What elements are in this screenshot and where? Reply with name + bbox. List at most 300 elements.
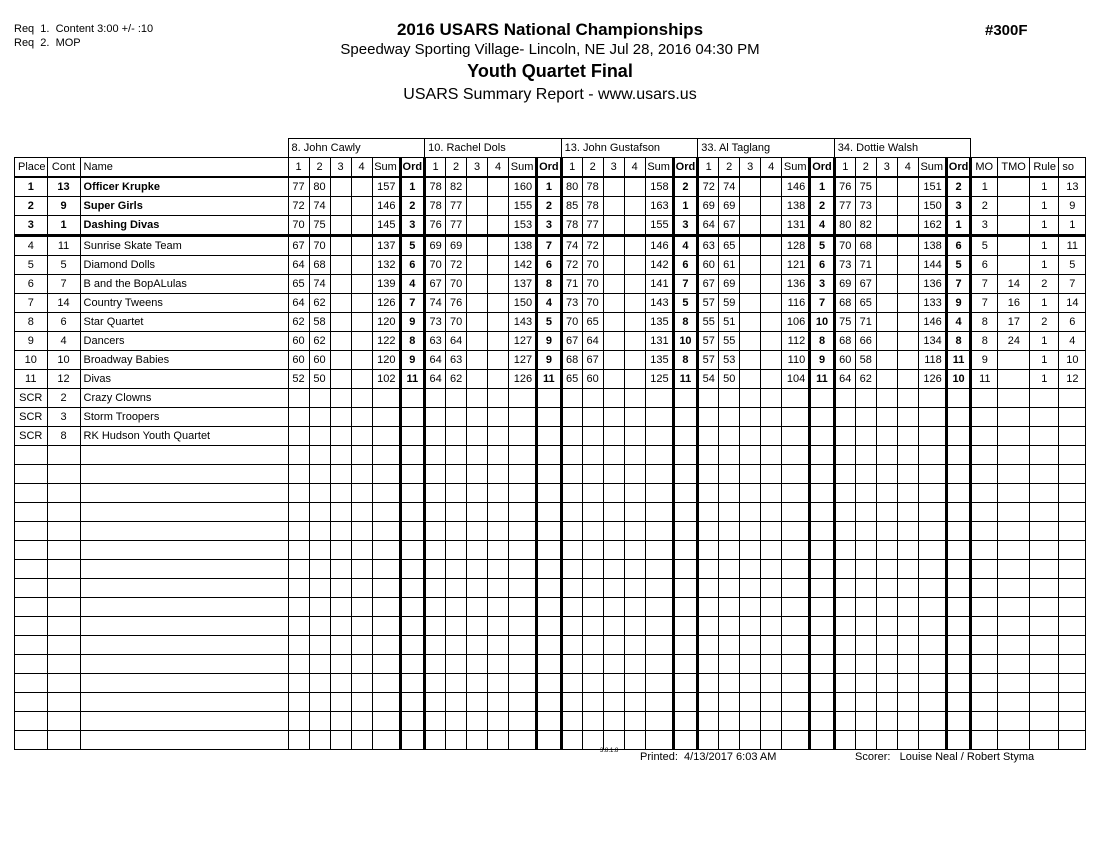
score-cell [897, 522, 918, 541]
score-cell [876, 236, 897, 256]
sum-cell: 150 [509, 294, 537, 313]
rule-cell: 2 [1030, 275, 1059, 294]
name-cell [80, 560, 288, 579]
score-cell [488, 579, 509, 598]
score-cell: 68 [309, 256, 330, 275]
score-cell [897, 389, 918, 408]
sum-cell [918, 541, 946, 560]
sum-cell: 133 [918, 294, 946, 313]
sum-cell [372, 560, 400, 579]
sum-cell [645, 731, 673, 750]
empty-row [15, 446, 1086, 465]
empty-row [15, 617, 1086, 636]
mo-cell [971, 427, 998, 446]
score-cell [897, 256, 918, 275]
score-cell [719, 731, 740, 750]
score-cell [603, 389, 624, 408]
score-cell [624, 446, 645, 465]
rule-header: Rule [1030, 158, 1059, 178]
score-cell [467, 216, 488, 236]
name-cell [80, 731, 288, 750]
cont-cell: 5 [47, 256, 80, 275]
score-cell: 78 [561, 216, 582, 236]
sum-cell [782, 674, 810, 693]
ord-cell [810, 674, 835, 693]
score-cell [351, 256, 372, 275]
score-cell [425, 408, 446, 427]
cont-cell: 11 [47, 236, 80, 256]
sum-cell: 125 [645, 370, 673, 389]
score-cell: 62 [309, 294, 330, 313]
score-cell [561, 636, 582, 655]
sum-cell [509, 598, 537, 617]
ord-cell: 11 [400, 370, 425, 389]
score-header: 2 [309, 158, 330, 178]
ord-cell [400, 446, 425, 465]
score-cell [740, 313, 761, 332]
score-cell: 64 [288, 294, 309, 313]
ord-cell: 3 [946, 197, 971, 216]
score-cell [834, 712, 855, 731]
score-cell [855, 408, 876, 427]
score-cell: 60 [582, 370, 603, 389]
score-cell [288, 465, 309, 484]
ord-cell: 6 [810, 256, 835, 275]
score-cell [330, 674, 351, 693]
score-cell [351, 427, 372, 446]
score-cell [351, 275, 372, 294]
score-cell [488, 294, 509, 313]
score-cell: 51 [719, 313, 740, 332]
score-cell [834, 598, 855, 617]
score-cell: 66 [855, 332, 876, 351]
score-cell: 74 [719, 177, 740, 197]
place-header: Place [15, 158, 48, 178]
ord-cell [946, 598, 971, 617]
ord-cell [673, 636, 698, 655]
sum-cell: 136 [918, 275, 946, 294]
name-cell [80, 484, 288, 503]
score-cell [761, 197, 782, 216]
score-cell [446, 655, 467, 674]
sum-cell [509, 693, 537, 712]
ord-cell [673, 617, 698, 636]
so-cell [1059, 541, 1086, 560]
score-cell [855, 598, 876, 617]
place-cell: 7 [15, 294, 48, 313]
score-cell [488, 236, 509, 256]
place-cell: 2 [15, 197, 48, 216]
score-cell [582, 598, 603, 617]
sum-cell: 134 [918, 332, 946, 351]
so-cell [1059, 560, 1086, 579]
ord-cell: 1 [673, 197, 698, 216]
sum-cell [782, 408, 810, 427]
score-cell [582, 693, 603, 712]
sum-cell [782, 617, 810, 636]
tmo-cell [998, 427, 1030, 446]
tmo-cell [998, 674, 1030, 693]
ord-cell [400, 389, 425, 408]
score-header: 2 [446, 158, 467, 178]
score-cell [425, 617, 446, 636]
place-cell [15, 503, 48, 522]
ord-cell [946, 655, 971, 674]
score-cell [834, 541, 855, 560]
score-cell [467, 484, 488, 503]
so-cell: 6 [1059, 313, 1086, 332]
score-cell: 57 [698, 351, 719, 370]
place-cell: 1 [15, 177, 48, 197]
ord-cell: 8 [537, 275, 562, 294]
score-cell [488, 693, 509, 712]
tmo-cell [998, 465, 1030, 484]
score-cell [855, 541, 876, 560]
cont-cell [47, 636, 80, 655]
score-cell [488, 560, 509, 579]
sum-header: Sum [509, 158, 537, 178]
score-cell [624, 408, 645, 427]
score-cell [761, 370, 782, 389]
score-cell [624, 484, 645, 503]
empty-row [15, 579, 1086, 598]
ord-cell: 1 [400, 177, 425, 197]
score-cell [876, 408, 897, 427]
score-cell [446, 484, 467, 503]
score-cell [288, 674, 309, 693]
ord-cell: 11 [673, 370, 698, 389]
tmo-header: TMO [998, 158, 1030, 178]
score-cell [698, 465, 719, 484]
score-cell [351, 579, 372, 598]
score-cell [309, 598, 330, 617]
score-cell [446, 446, 467, 465]
score-header: 3 [330, 158, 351, 178]
sum-cell: 155 [645, 216, 673, 236]
sum-cell: 162 [918, 216, 946, 236]
ord-cell [946, 465, 971, 484]
name-cell [80, 503, 288, 522]
ord-cell: 9 [400, 351, 425, 370]
sum-cell: 146 [645, 236, 673, 256]
score-cell [624, 427, 645, 446]
score-cell [624, 674, 645, 693]
sum-cell [645, 503, 673, 522]
score-cell [603, 408, 624, 427]
score-cell [876, 370, 897, 389]
sum-cell: 135 [645, 351, 673, 370]
score-cell [425, 389, 446, 408]
sum-cell [782, 541, 810, 560]
score-cell [603, 332, 624, 351]
score-cell [855, 731, 876, 750]
name-cell [80, 693, 288, 712]
score-cell [582, 674, 603, 693]
score-header: 4 [624, 158, 645, 178]
score-cell [288, 598, 309, 617]
score-cell [698, 598, 719, 617]
mo-cell [971, 484, 998, 503]
score-cell [582, 636, 603, 655]
score-cell [425, 636, 446, 655]
cont-cell: 7 [47, 275, 80, 294]
score-cell [698, 693, 719, 712]
ord-cell: 6 [400, 256, 425, 275]
ord-cell [946, 579, 971, 598]
score-cell: 65 [582, 313, 603, 332]
score-cell: 62 [309, 332, 330, 351]
ord-cell [400, 522, 425, 541]
result-row [15, 256, 1086, 275]
score-cell [876, 522, 897, 541]
score-cell [761, 674, 782, 693]
name-cell [80, 541, 288, 560]
sum-cell: 112 [782, 332, 810, 351]
ord-cell [400, 712, 425, 731]
score-cell: 63 [425, 332, 446, 351]
score-cell: 71 [561, 275, 582, 294]
tmo-cell [998, 484, 1030, 503]
score-cell [719, 674, 740, 693]
score-cell [834, 655, 855, 674]
name-cell: Diamond Dolls [80, 256, 288, 275]
cont-cell [47, 522, 80, 541]
sum-cell [372, 579, 400, 598]
ord-cell [946, 636, 971, 655]
ord-cell: 5 [810, 236, 835, 256]
score-cell: 77 [834, 197, 855, 216]
tmo-cell [998, 216, 1030, 236]
score-cell [698, 579, 719, 598]
score-cell: 60 [288, 332, 309, 351]
ord-cell [673, 674, 698, 693]
score-cell [561, 427, 582, 446]
score-cell [624, 216, 645, 236]
score-cell: 75 [309, 216, 330, 236]
sum-cell: 102 [372, 370, 400, 389]
score-cell [330, 731, 351, 750]
score-cell [446, 712, 467, 731]
score-cell [309, 408, 330, 427]
ord-cell: 9 [810, 351, 835, 370]
score-cell [740, 370, 761, 389]
score-cell [740, 712, 761, 731]
sum-cell [918, 731, 946, 750]
sum-cell [918, 484, 946, 503]
cont-cell: 3 [47, 408, 80, 427]
score-cell [488, 427, 509, 446]
score-cell [330, 294, 351, 313]
sum-cell [782, 579, 810, 598]
score-cell [561, 693, 582, 712]
ord-cell: 6 [673, 256, 698, 275]
sum-cell [782, 446, 810, 465]
sum-cell [372, 598, 400, 617]
score-cell [740, 332, 761, 351]
ord-cell: 6 [946, 236, 971, 256]
place-cell: SCR [15, 427, 48, 446]
place-cell [15, 541, 48, 560]
score-cell [603, 617, 624, 636]
score-cell [561, 598, 582, 617]
result-row [15, 197, 1086, 216]
ord-cell [946, 427, 971, 446]
score-cell: 50 [719, 370, 740, 389]
place-cell [15, 731, 48, 750]
mo-cell: 2 [971, 197, 998, 216]
score-cell [467, 294, 488, 313]
sum-cell [918, 522, 946, 541]
score-cell [425, 541, 446, 560]
score-cell [467, 636, 488, 655]
cont-cell: 6 [47, 313, 80, 332]
score-cell [425, 446, 446, 465]
mo-cell: 11 [971, 370, 998, 389]
place-cell: SCR [15, 408, 48, 427]
sum-cell [645, 541, 673, 560]
score-cell [467, 465, 488, 484]
ord-cell [400, 636, 425, 655]
tmo-cell: 24 [998, 332, 1030, 351]
score-cell [330, 216, 351, 236]
score-cell [288, 541, 309, 560]
ord-cell: 4 [400, 275, 425, 294]
sum-cell: 135 [645, 313, 673, 332]
score-cell [582, 617, 603, 636]
score-cell [309, 427, 330, 446]
score-cell [488, 503, 509, 522]
empty-row [15, 503, 1086, 522]
score-cell [761, 484, 782, 503]
so-cell: 9 [1059, 197, 1086, 216]
sum-cell [372, 617, 400, 636]
score-cell [603, 370, 624, 389]
score-cell [897, 541, 918, 560]
score-cell [309, 579, 330, 598]
score-cell: 75 [834, 313, 855, 332]
score-cell [467, 332, 488, 351]
score-cell [897, 617, 918, 636]
score-cell [288, 636, 309, 655]
ord-cell [537, 503, 562, 522]
score-cell [761, 731, 782, 750]
sum-cell [645, 693, 673, 712]
score-cell [624, 389, 645, 408]
sum-cell: 163 [645, 197, 673, 216]
ord-cell [537, 427, 562, 446]
score-cell [446, 598, 467, 617]
mo-cell [971, 598, 998, 617]
tmo-cell [998, 712, 1030, 731]
score-cell: 60 [834, 351, 855, 370]
score-cell: 57 [698, 332, 719, 351]
ord-header: Ord [537, 158, 562, 178]
score-cell [855, 636, 876, 655]
score-cell [351, 446, 372, 465]
sum-cell: 138 [509, 236, 537, 256]
ord-cell: 8 [810, 332, 835, 351]
score-cell: 70 [446, 313, 467, 332]
score-cell [288, 655, 309, 674]
ord-cell: 5 [673, 294, 698, 313]
score-cell [834, 389, 855, 408]
so-cell [1059, 427, 1086, 446]
score-cell [761, 712, 782, 731]
score-cell [624, 579, 645, 598]
ord-cell [810, 389, 835, 408]
score-cell [876, 731, 897, 750]
score-cell: 64 [698, 216, 719, 236]
result-row [15, 275, 1086, 294]
score-cell: 53 [719, 351, 740, 370]
place-cell: 3 [15, 216, 48, 236]
place-cell [15, 598, 48, 617]
place-cell [15, 636, 48, 655]
score-cell [582, 427, 603, 446]
ord-cell: 3 [810, 275, 835, 294]
empty-row [15, 560, 1086, 579]
so-cell [1059, 693, 1086, 712]
score-cell: 70 [446, 275, 467, 294]
score-cell [740, 617, 761, 636]
score-cell: 80 [561, 177, 582, 197]
ord-cell [810, 655, 835, 674]
venue-date-line: Speedway Sporting Village- Lincoln, NE Jul 28, 2016 04:30 PM [340, 41, 760, 58]
sum-cell: 146 [372, 197, 400, 216]
score-cell [330, 560, 351, 579]
tmo-cell [998, 503, 1030, 522]
score-cell [488, 408, 509, 427]
score-cell [467, 370, 488, 389]
score-cell [309, 655, 330, 674]
score-cell [761, 313, 782, 332]
score-cell [330, 484, 351, 503]
score-cell: 64 [446, 332, 467, 351]
cont-cell: 14 [47, 294, 80, 313]
score-cell [855, 446, 876, 465]
mo-cell: 3 [971, 216, 998, 236]
mo-cell [971, 579, 998, 598]
ord-cell: 4 [673, 236, 698, 256]
mo-cell [971, 465, 998, 484]
name-cell [80, 655, 288, 674]
score-cell [740, 197, 761, 216]
report-header [0, 20, 1100, 107]
sum-cell: 126 [372, 294, 400, 313]
score-cell [425, 731, 446, 750]
score-cell: 50 [309, 370, 330, 389]
score-cell [897, 313, 918, 332]
ord-cell: 1 [537, 177, 562, 197]
cont-cell [47, 655, 80, 674]
ord-cell [673, 579, 698, 598]
score-cell [624, 197, 645, 216]
score-cell [446, 408, 467, 427]
score-cell [467, 275, 488, 294]
score-cell [834, 484, 855, 503]
sum-cell [918, 389, 946, 408]
score-cell [330, 636, 351, 655]
sum-cell [782, 484, 810, 503]
tmo-cell [998, 370, 1030, 389]
sum-cell [509, 446, 537, 465]
score-cell: 67 [855, 275, 876, 294]
score-cell [467, 731, 488, 750]
score-cell [740, 655, 761, 674]
rule-cell [1030, 731, 1059, 750]
sum-cell [918, 712, 946, 731]
score-cell [446, 465, 467, 484]
